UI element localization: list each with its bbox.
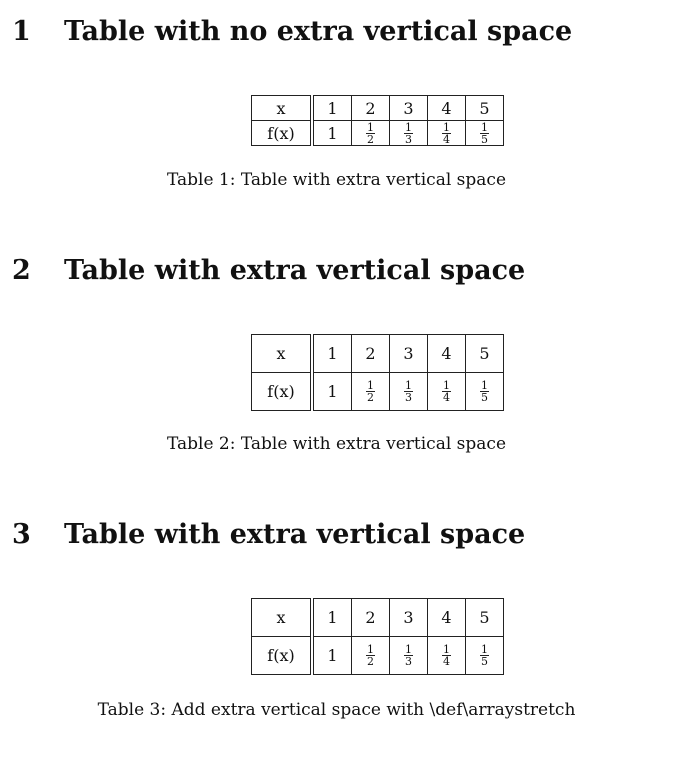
x-value: 4 bbox=[428, 335, 466, 373]
fraction-denominator: 2 bbox=[367, 655, 374, 668]
fx-value bbox=[428, 373, 466, 411]
fraction bbox=[442, 380, 451, 403]
fx-value: 1 bbox=[312, 637, 352, 675]
table-caption: Table 3: Add extra vertical space with \def\arraystretch bbox=[97, 700, 576, 720]
section-number: 2 bbox=[12, 255, 31, 286]
section-heading-2 bbox=[0, 251, 673, 291]
fraction-numerator: 1 bbox=[405, 643, 412, 656]
fraction bbox=[480, 644, 489, 667]
fx-value bbox=[352, 121, 390, 146]
row-header-fx: f(x) bbox=[252, 121, 313, 146]
fx-value bbox=[390, 121, 428, 146]
section-heading-1 bbox=[0, 12, 673, 52]
fraction bbox=[404, 644, 413, 667]
fraction bbox=[366, 644, 375, 667]
section-title: Table with extra vertical space bbox=[64, 519, 526, 550]
section-number: 3 bbox=[12, 519, 31, 550]
fraction bbox=[366, 380, 375, 403]
data-table-2 bbox=[251, 334, 504, 411]
table-row-x bbox=[252, 335, 504, 373]
fraction-numerator: 1 bbox=[443, 379, 450, 392]
fraction-numerator: 1 bbox=[367, 120, 374, 134]
fraction-numerator: 1 bbox=[443, 643, 450, 656]
fraction-numerator: 1 bbox=[405, 379, 412, 392]
fraction bbox=[480, 122, 489, 145]
fraction bbox=[442, 644, 451, 667]
x-value: 3 bbox=[390, 599, 428, 637]
table-row-x bbox=[252, 599, 504, 637]
row-header-fx: f(x) bbox=[252, 373, 313, 411]
fraction-denominator: 3 bbox=[405, 391, 412, 404]
fraction-denominator: 3 bbox=[405, 655, 412, 668]
table-caption: Table 2: Table with extra vertical space bbox=[166, 434, 507, 454]
fx-value bbox=[390, 637, 428, 675]
table-row-fx bbox=[252, 637, 504, 675]
fraction bbox=[442, 122, 451, 145]
fx-value: 1 bbox=[312, 373, 352, 411]
fraction-numerator: 1 bbox=[443, 120, 450, 134]
fx-value bbox=[428, 637, 466, 675]
fraction-denominator: 4 bbox=[443, 391, 450, 404]
fraction-numerator: 1 bbox=[481, 120, 488, 134]
fx-value bbox=[390, 373, 428, 411]
row-header-x: x bbox=[252, 599, 313, 637]
fraction bbox=[366, 122, 375, 145]
fraction-denominator: 4 bbox=[443, 132, 450, 146]
fraction-numerator: 1 bbox=[481, 643, 488, 656]
fx-value bbox=[466, 373, 504, 411]
table-row-fx bbox=[252, 121, 504, 146]
fraction-denominator: 4 bbox=[443, 655, 450, 668]
data-table-3 bbox=[251, 598, 504, 675]
x-value: 1 bbox=[312, 335, 352, 373]
x-value: 1 bbox=[312, 96, 352, 121]
fraction-denominator: 5 bbox=[481, 655, 488, 668]
x-value: 2 bbox=[352, 335, 390, 373]
row-header-fx: f(x) bbox=[252, 637, 313, 675]
section-title: Table with no extra vertical space bbox=[64, 16, 573, 47]
fx-value bbox=[428, 121, 466, 146]
fraction-numerator: 1 bbox=[367, 379, 374, 392]
x-value: 2 bbox=[352, 96, 390, 121]
fraction-numerator: 1 bbox=[481, 379, 488, 392]
x-value: 3 bbox=[390, 96, 428, 121]
fx-value bbox=[352, 637, 390, 675]
table-caption: Table 1: Table with extra vertical space bbox=[166, 170, 507, 190]
section-heading-3 bbox=[0, 515, 673, 555]
fraction bbox=[404, 122, 413, 145]
row-header-x: x bbox=[252, 96, 313, 121]
fraction-denominator: 5 bbox=[481, 391, 488, 404]
fraction-denominator: 3 bbox=[405, 132, 412, 146]
section-number: 1 bbox=[12, 16, 31, 47]
fx-value bbox=[352, 373, 390, 411]
x-value: 4 bbox=[428, 96, 466, 121]
x-value: 5 bbox=[466, 96, 504, 121]
fx-value bbox=[466, 121, 504, 146]
x-value: 3 bbox=[390, 335, 428, 373]
table-row-fx bbox=[252, 373, 504, 411]
x-value: 1 bbox=[312, 599, 352, 637]
fraction bbox=[404, 380, 413, 403]
fraction-denominator: 5 bbox=[481, 132, 488, 146]
fraction-denominator: 2 bbox=[367, 391, 374, 404]
data-table-1 bbox=[251, 95, 504, 146]
section-title: Table with extra vertical space bbox=[64, 255, 526, 286]
x-value: 4 bbox=[428, 599, 466, 637]
table-row-x bbox=[252, 96, 504, 121]
fraction-numerator: 1 bbox=[367, 643, 374, 656]
fraction-numerator: 1 bbox=[405, 120, 412, 134]
x-value: 5 bbox=[466, 599, 504, 637]
fx-value: 1 bbox=[312, 121, 352, 146]
fraction-denominator: 2 bbox=[367, 132, 374, 146]
fraction bbox=[480, 380, 489, 403]
fx-value bbox=[466, 637, 504, 675]
row-header-x: x bbox=[252, 335, 313, 373]
x-value: 5 bbox=[466, 335, 504, 373]
x-value: 2 bbox=[352, 599, 390, 637]
